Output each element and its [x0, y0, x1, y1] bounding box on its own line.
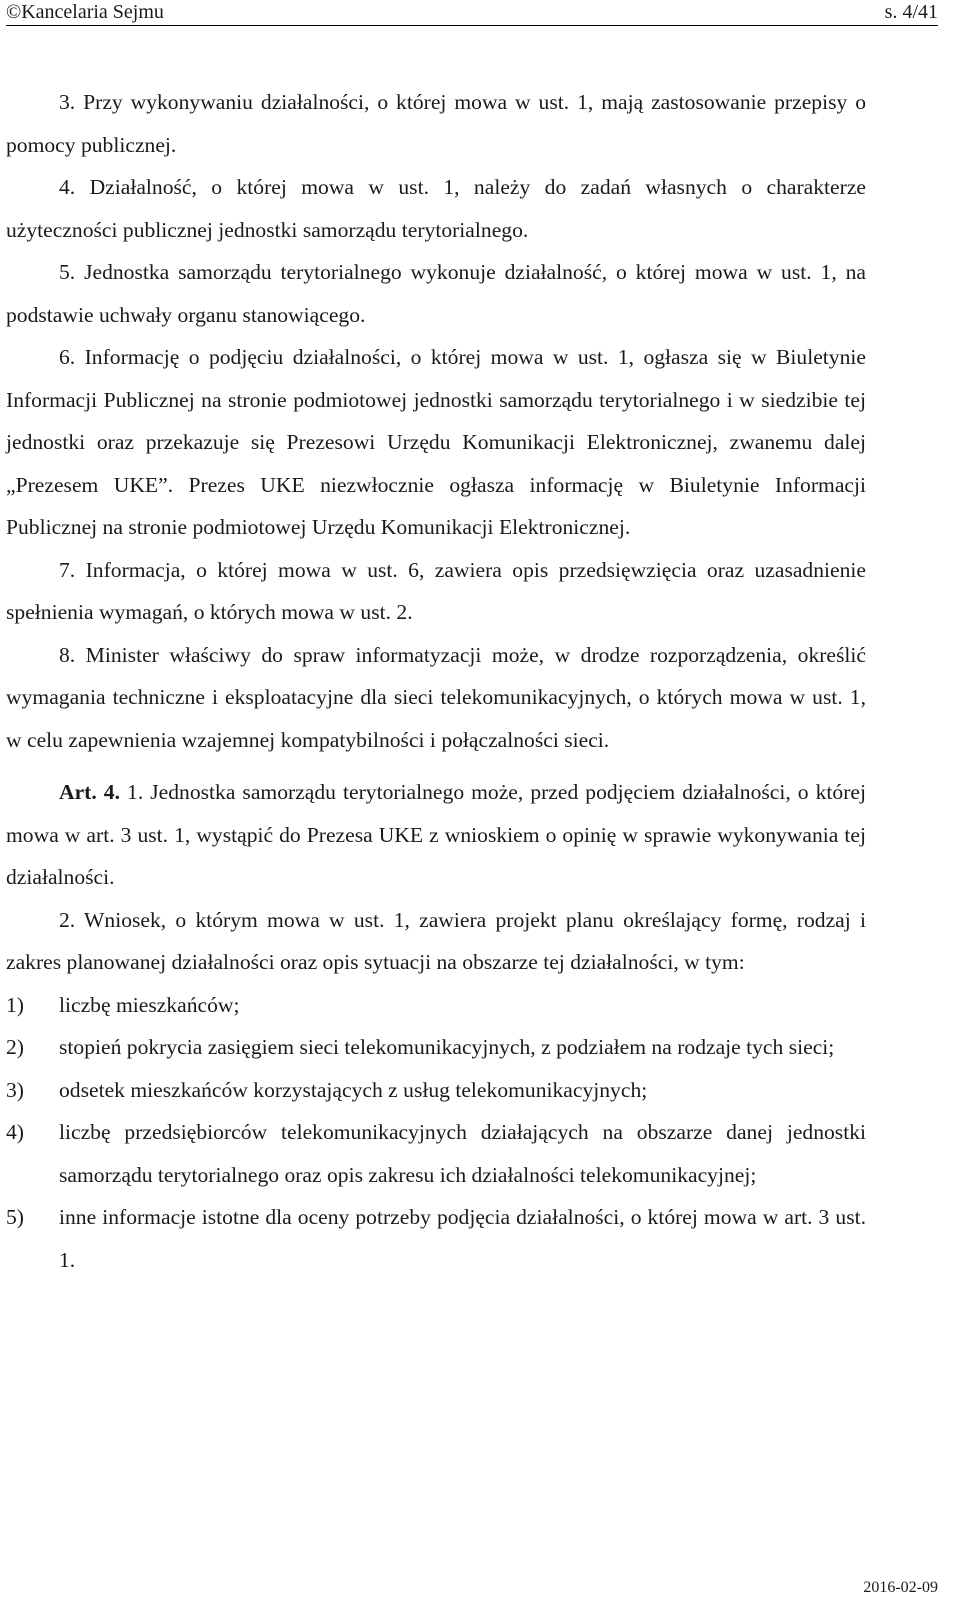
list-item-text: stopień pokrycia zasięgiem sieci telekomunikacyjnych, z podziałem na rodzaje tych sieci; [59, 1035, 835, 1059]
header-copyright: ©Kancelaria Sejmu [6, 1, 164, 23]
list-item [6, 984, 866, 1027]
list-item [6, 1069, 866, 1112]
list-item-number: 2) [6, 1035, 24, 1059]
list-item [6, 1111, 866, 1196]
paragraph-ust-7: 7. Informacja, o której mowa w ust. 6, zawiera opis przedsięwzięcia oraz uzasadnienie spełnienia wymagań, o których mowa w ust. 2. [6, 557, 866, 624]
paragraph-ust-4: 4. Działalność, o której mowa w ust. 1, należy do zadań własnych o charakterze użyteczności publicznej jednostki samorządu terytorialnego. [6, 175, 866, 242]
paragraph-ust-5: 5. Jednostka samorządu terytorialnego wykonuje działalność, o której mowa w ust. 1, na podstawie uchwały organu stanowiącego. [6, 260, 866, 327]
list-item-number: 5) [6, 1205, 24, 1229]
list-item-number: 4) [6, 1120, 24, 1144]
list-item [6, 1026, 866, 1069]
list-item-text: liczbę mieszkańców; [59, 992, 240, 1017]
article-4-paragraph-2: 2. Wniosek, o którym mowa w ust. 1, zawiera projekt planu określający formę, rodzaj i zakres planowanej działalności oraz opis sytuacji na obszarze tej działalności, w tym: [6, 907, 866, 974]
document-body [6, 81, 866, 1281]
footer-date: 2016-02-09 [863, 1579, 938, 1596]
list-item-number: 1) [6, 992, 24, 1017]
paragraph-ust-3: 3. Przy wykonywaniu działalności, o której mowa w ust. 1, mają zastosowanie przepisy o pomocy publicznej. [6, 90, 866, 157]
paragraph-ust-6: 6. Informację o podjęciu działalności, o której mowa w ust. 1, ogłasza się w Biuletynie Informacji Publicznej na stronie podmiotowej jednostki samorządu terytorialnego i w siedzibie tej jednostki oraz przekazuje się Prezesowi Urzędu Komunikacji Elektronicznej, zwanemu dalej „Prezesem UKE”. Prezes UKE niezwłocznie ogłasza informację w Biuletynie Informacji Publicznej na stronie podmiotowej Urzędu Komunikacji Elektronicznej. [6, 345, 866, 539]
article-4-paragraph-1 [6, 771, 866, 899]
header-page-number: s. 4/41 [884, 1, 938, 23]
list-item-text: liczbę przedsiębiorców telekomunikacyjnych działających na obszarze danej jednostki samorządu terytorialnego oraz opis zakresu ich działalności telekomunikacyjnej; [59, 1120, 866, 1187]
list-item-number: 3) [6, 1077, 24, 1102]
article-label: Art. 4. [59, 780, 120, 804]
list-item-text: inne informacje istotne dla oceny potrzeby podjęcia działalności, o której mowa w art. 3 ust. 1. [59, 1205, 866, 1272]
page-header [0, 0, 960, 26]
list-item-text: odsetek mieszkańców korzystających z usług telekomunikacyjnych; [59, 1077, 648, 1102]
list-item [6, 1196, 866, 1281]
header-rule [6, 25, 938, 26]
article-4-text: 1. Jednostka samorządu terytorialnego może, przed podjęciem działalności, o której mowa w art. 3 ust. 1, wystąpić do Prezesa UKE z wnioskiem o opinię w sprawie wykonywania tej działalności. [6, 780, 866, 889]
paragraph-ust-8: 8. Minister właściwy do spraw informatyzacji może, w drodze rozporządzenia, określić wymagania techniczne i eksploatacyjne dla sieci telekomunikacyjnych, o których mowa w ust. 1, w celu zapewnienia wzajemnej kompatybilności i połączalności sieci. [6, 642, 866, 752]
